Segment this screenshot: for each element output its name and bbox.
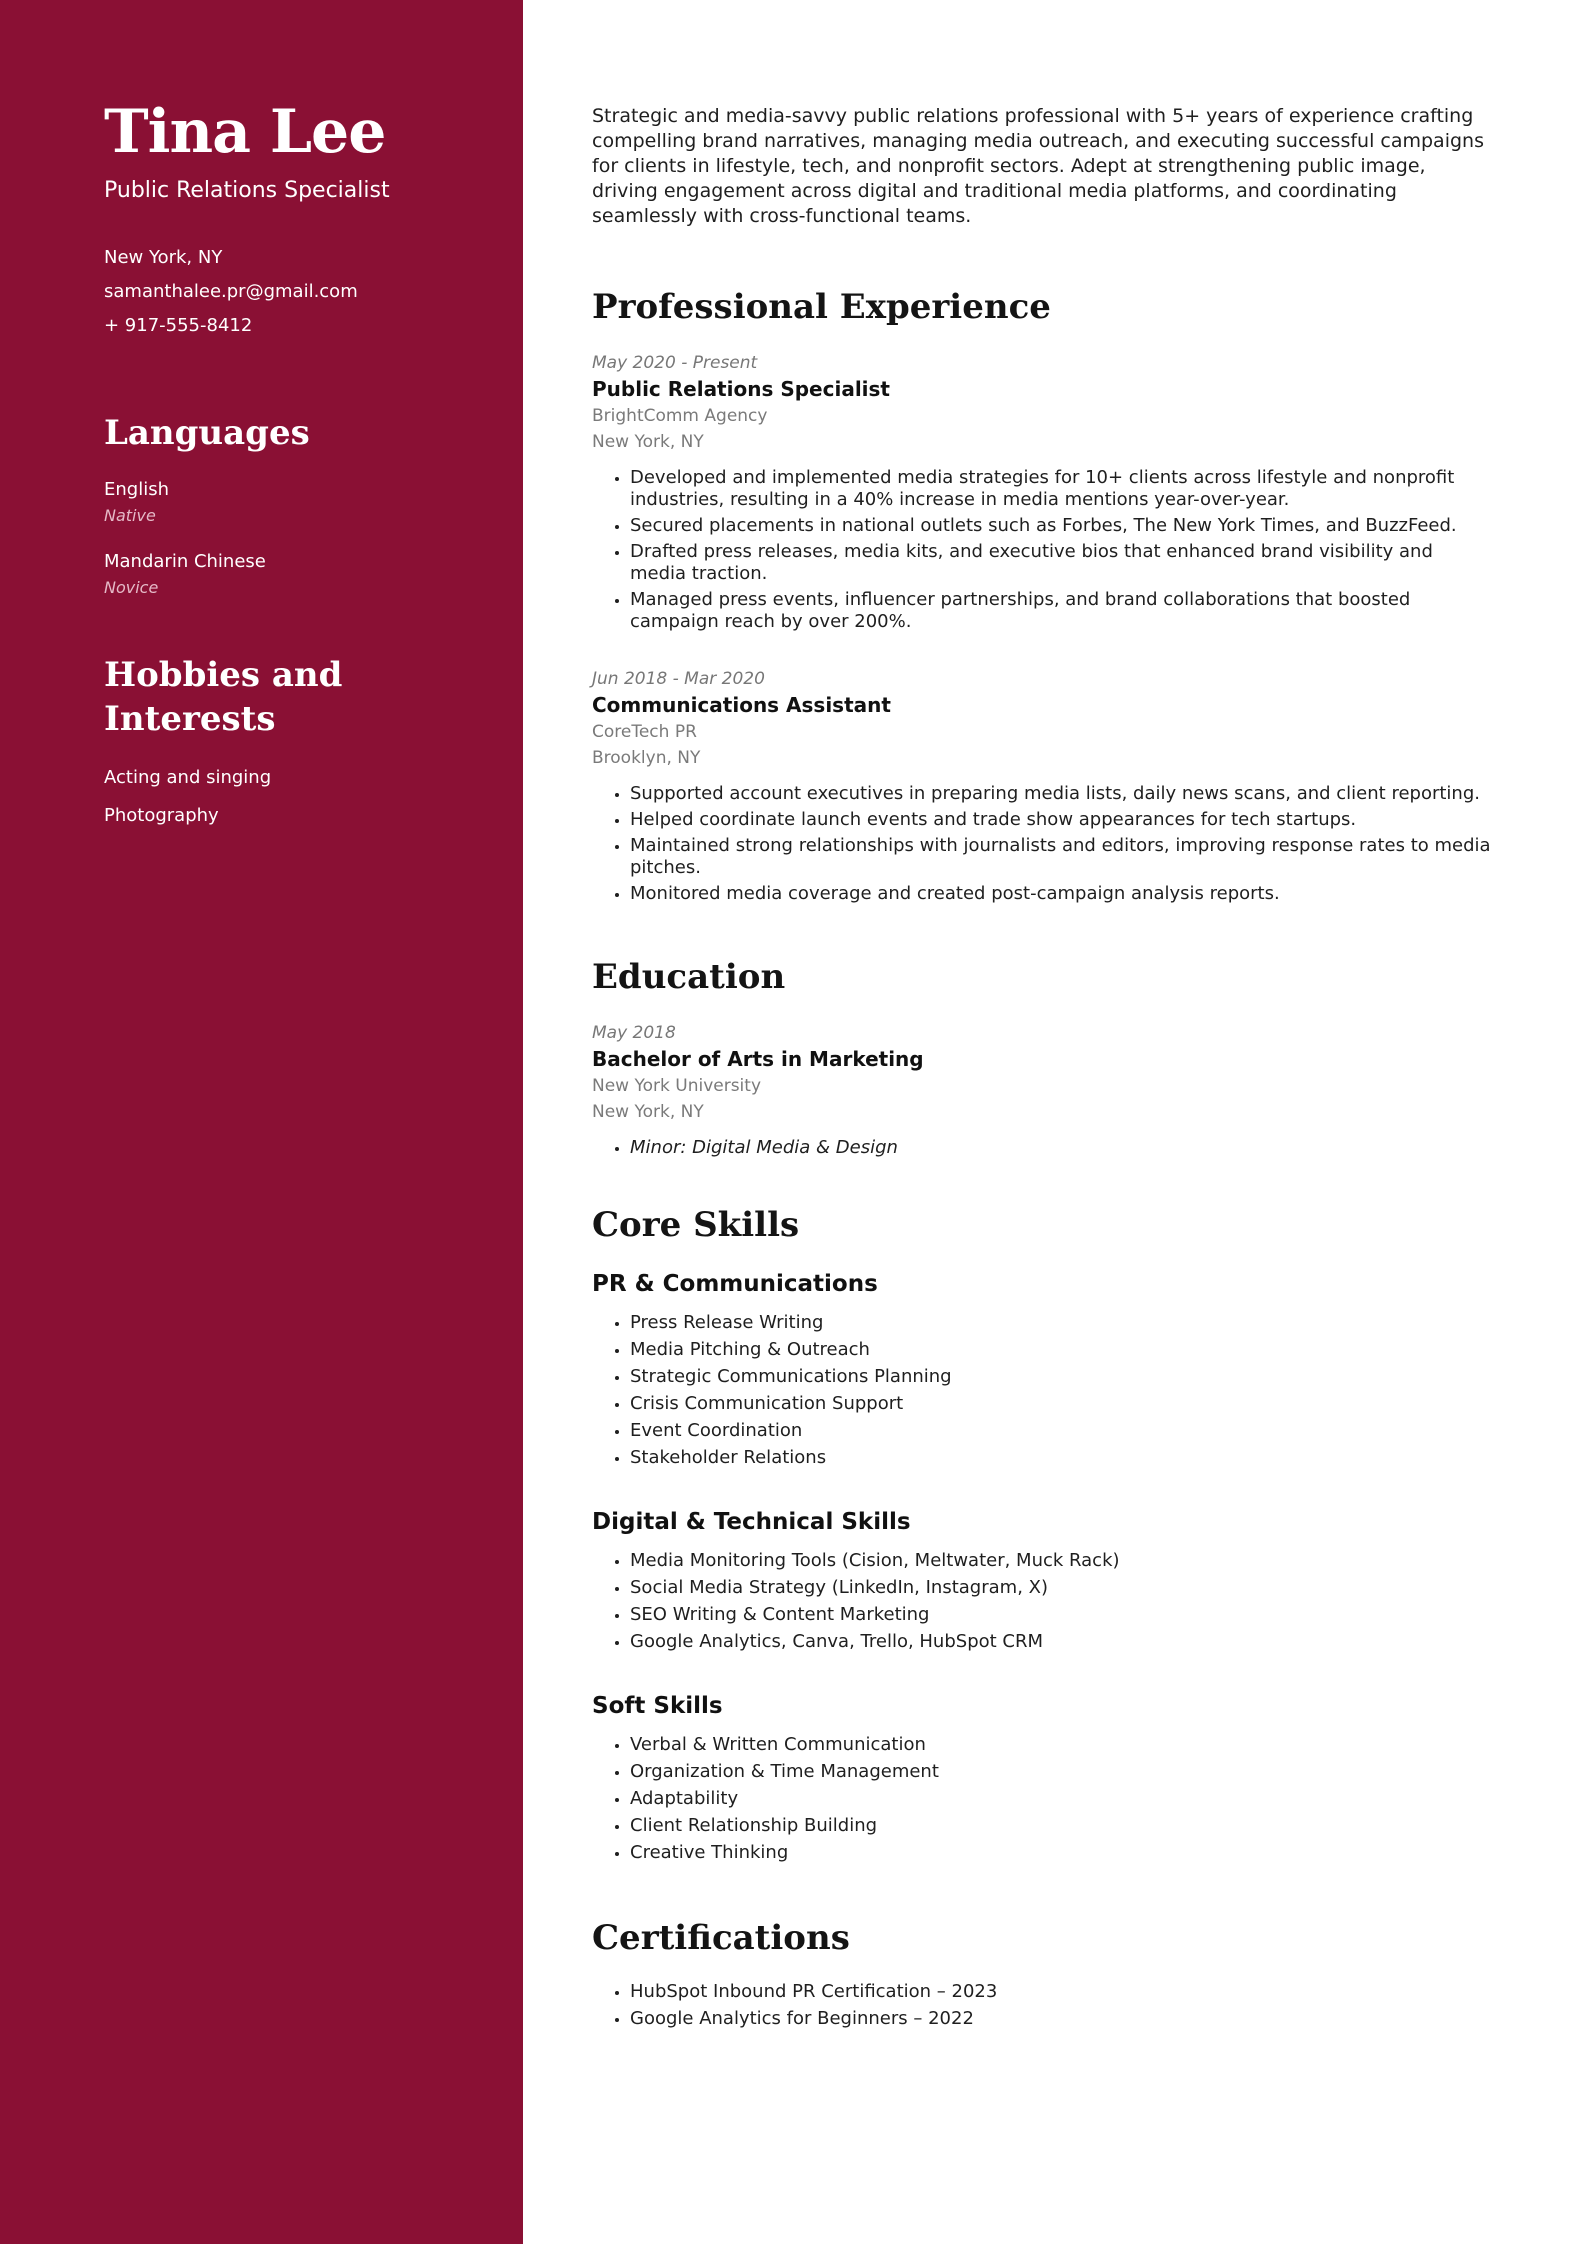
contact-location: New York, NY <box>104 247 223 268</box>
skill-item: • Crisis Communication Support <box>630 1392 1492 1415</box>
education-minor: • Minor: Digital Media & Design <box>630 1137 1492 1159</box>
job-bullet: • Supported account executives in preparing media lists, daily news scans, and client reporting. <box>630 783 1492 805</box>
job-date: May 2020 - Present <box>592 353 758 373</box>
job-bullets <box>592 783 1492 905</box>
education-date: May 2018 <box>592 1023 676 1043</box>
education-school: New York University <box>592 1076 762 1096</box>
job-bullet: • Helped coordinate launch events and trade show appearances for tech startups. <box>630 809 1492 831</box>
education-location: New York, NY <box>592 1102 704 1122</box>
certification-item: • Google Analytics for Beginners – 2022 <box>630 2007 1492 2030</box>
skill-item: • Event Coordination <box>630 1419 1492 1442</box>
job-location: Brooklyn, NY <box>592 748 701 768</box>
skills-heading: Core Skills <box>592 1205 800 1245</box>
skill-item: • Stakeholder Relations <box>630 1446 1492 1469</box>
skill-item: • Adaptability <box>630 1787 1492 1810</box>
education-degree: Bachelor of Arts in Marketing <box>592 1047 924 1071</box>
job-bullet: • Monitored media coverage and created post-campaign analysis reports. <box>630 883 1492 905</box>
skill-item: • Strategic Communications Planning <box>630 1365 1492 1388</box>
candidate-role: Public Relations Specialist <box>104 178 390 203</box>
skill-list <box>592 1311 1492 1469</box>
experience-heading: Professional Experience <box>592 287 1051 327</box>
skill-group-title: Soft Skills <box>592 1693 723 1719</box>
main-content <box>592 104 1492 2034</box>
language-level: Native <box>104 506 156 525</box>
skill-item: • Press Release Writing <box>630 1311 1492 1334</box>
job-title: Public Relations Specialist <box>592 377 890 401</box>
skill-item: • Google Analytics, Canva, Trello, HubSpot CRM <box>630 1630 1492 1653</box>
job-entry <box>592 667 1492 905</box>
sidebar <box>0 0 523 2244</box>
skill-group-title: PR & Communications <box>592 1271 878 1297</box>
skill-group <box>592 1269 1492 1469</box>
languages-heading: Languages <box>104 413 310 453</box>
language-item <box>104 477 504 527</box>
candidate-name: Tina Lee <box>104 97 386 167</box>
skill-list <box>592 1549 1492 1653</box>
hobbies-heading: Hobbies and Interests <box>104 655 343 739</box>
hobbies-list <box>104 759 504 835</box>
certifications-heading: Certifications <box>592 1918 850 1958</box>
job-bullet: • Developed and implemented media strategies for 10+ clients across lifestyle and nonprofit industries, resulting in a 40% increase in media mentions year-over-year. <box>630 467 1492 511</box>
contact-email[interactable]: samanthalee.pr@gmail.com <box>104 281 358 302</box>
skill-group <box>592 1691 1492 1864</box>
language-level: Novice <box>104 578 159 597</box>
skill-item: • Client Relationship Building <box>630 1814 1492 1837</box>
job-bullet: • Drafted press releases, media kits, and executive bios that enhanced brand visibility and media traction. <box>630 541 1492 585</box>
languages-list <box>104 477 504 599</box>
language-name: Mandarin Chinese <box>104 551 266 572</box>
job-bullet: • Managed press events, influencer partnerships, and brand collaborations that boosted campaign reach by over 200%. <box>630 589 1492 633</box>
education-heading: Education <box>592 957 786 997</box>
job-bullets <box>592 467 1492 633</box>
language-item <box>104 549 504 599</box>
job-company: BrightComm Agency <box>592 406 768 426</box>
skill-group <box>592 1507 1492 1653</box>
language-name: English <box>104 479 169 500</box>
skill-group-title: Digital & Technical Skills <box>592 1509 911 1535</box>
skill-item: • Media Monitoring Tools (Cision, Meltwater, Muck Rack) <box>630 1549 1492 1572</box>
skill-item: • Organization & Time Management <box>630 1760 1492 1783</box>
certification-list <box>592 1980 1492 2030</box>
skill-item: • Creative Thinking <box>630 1841 1492 1864</box>
skill-item: • Social Media Strategy (LinkedIn, Instagram, X) <box>630 1576 1492 1599</box>
job-bullet: • Secured placements in national outlets such as Forbes, The New York Times, and BuzzFeed. <box>630 515 1492 537</box>
contact-phone[interactable]: + 917-555-8412 <box>104 315 253 336</box>
job-location: New York, NY <box>592 432 704 452</box>
job-entry <box>592 351 1492 633</box>
skill-item: • Media Pitching & Outreach <box>630 1338 1492 1361</box>
hobby-item: Photography <box>104 805 219 826</box>
skill-item: • Verbal & Written Communication <box>630 1733 1492 1756</box>
job-company: CoreTech PR <box>592 722 697 742</box>
professional-summary: Strategic and media-savvy public relations professional with 5+ years of experience crafting compelling brand narratives, managing media outreach, and executing successful campaigns for clients in lifestyle, tech, and nonprofit sectors. Adept at strengthening public image, driving engagement across digital and traditional media platforms, and coordinating seamlessly with cross-functional teams. <box>592 105 1484 227</box>
job-title: Communications Assistant <box>592 693 891 717</box>
skill-item: • SEO Writing & Content Marketing <box>630 1603 1492 1626</box>
skill-list <box>592 1733 1492 1864</box>
education-bullets <box>592 1137 1492 1159</box>
hobby-item: Acting and singing <box>104 767 272 788</box>
contact-info <box>104 241 504 343</box>
certification-item: • HubSpot Inbound PR Certification – 2023 <box>630 1980 1492 2003</box>
education-entry <box>592 1021 1492 1159</box>
job-date: Jun 2018 - Mar 2020 <box>592 669 765 689</box>
job-bullet: • Maintained strong relationships with journalists and editors, improving response rates to media pitches. <box>630 835 1492 879</box>
